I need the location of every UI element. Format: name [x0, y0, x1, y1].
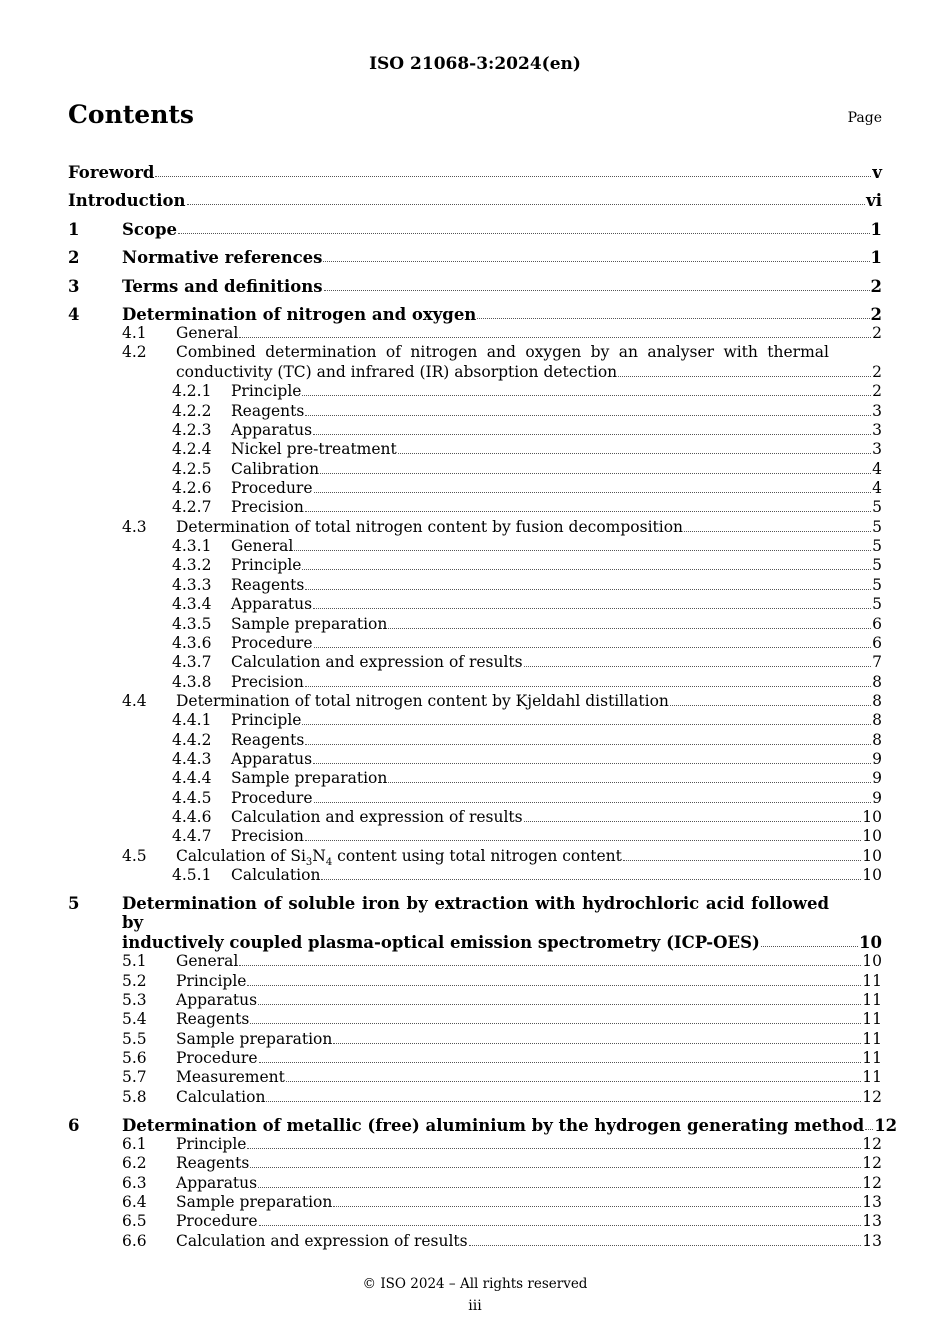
toc-entry-4-3-7[interactable] — [68, 653, 882, 672]
toc-page: v — [872, 162, 882, 182]
toc-number: 5 — [68, 893, 80, 913]
toc-number: 6.5 — [122, 1212, 147, 1231]
toc-title: Determination of total nitrogen content by fusion decomposition — [176, 517, 684, 536]
toc-entry-4-2-3[interactable] — [68, 421, 882, 440]
toc-number: 4.3.5 — [172, 614, 212, 633]
toc-page: 2 — [870, 305, 882, 324]
toc-title: Reagents — [231, 575, 305, 594]
toc-entry-5-8[interactable] — [68, 1087, 882, 1106]
toc-number: 4.4.1 — [172, 711, 212, 730]
toc-page: 4 — [872, 479, 882, 498]
toc-title: Principle — [231, 556, 302, 575]
toc-number: 4.2.2 — [172, 401, 212, 420]
toc-page: 12 — [862, 1135, 882, 1154]
toc-entry-4-4-3[interactable] — [68, 750, 882, 769]
toc-title-line1: Determination of soluble iron by extraction with hydrochloric acid followed by — [122, 893, 829, 933]
toc-number: 4.3.3 — [172, 575, 212, 594]
page-column-label: Page — [847, 110, 882, 126]
toc-entry-1[interactable] — [68, 210, 882, 239]
toc-number: 6.2 — [122, 1154, 147, 1173]
toc-page: 8 — [872, 691, 882, 710]
toc-page: 13 — [862, 1231, 882, 1250]
toc-page: 1 — [870, 219, 882, 239]
toc-title: Measurement — [176, 1068, 285, 1087]
toc-number: 4.5 — [122, 846, 147, 865]
toc-entry-6-2[interactable] — [68, 1154, 882, 1173]
toc-entry-4-3[interactable] — [68, 517, 882, 536]
toc-title: Principle — [176, 1135, 247, 1154]
page-number: iii — [468, 1298, 482, 1314]
toc-number: 4.2.1 — [172, 382, 212, 401]
toc-title: Principle — [231, 711, 302, 730]
toc-number: 4.3.6 — [172, 633, 212, 652]
toc-number: 4.2.6 — [172, 479, 212, 498]
table-of-contents — [68, 153, 898, 1251]
toc-page: 12 — [874, 1115, 898, 1135]
toc-number: 5.5 — [122, 1029, 147, 1048]
toc-title: Determination of nitrogen and oxygen — [122, 305, 477, 324]
toc-page: 11 — [862, 991, 882, 1010]
toc-entry-4-2-6[interactable] — [68, 479, 882, 498]
toc-entry-6-3[interactable] — [68, 1173, 882, 1192]
toc-page: 4 — [872, 459, 882, 478]
toc-page: 5 — [872, 498, 882, 517]
toc-number: 4.3.4 — [172, 595, 212, 614]
toc-title-line1: Combined determination of nitrogen and oxygen by an analyser with thermal — [176, 343, 829, 362]
toc-title: Apparatus — [231, 595, 313, 614]
toc-entry-4-4[interactable] — [68, 692, 882, 711]
toc-entry-4-4-6[interactable] — [68, 808, 882, 827]
toc-page: 5 — [872, 595, 882, 614]
toc-page: 6 — [872, 614, 882, 633]
toc-page: 11 — [862, 1068, 882, 1087]
toc-entry-5-3[interactable] — [68, 991, 882, 1010]
toc-title: Procedure — [176, 1212, 258, 1231]
toc-page: 5 — [872, 556, 882, 575]
toc-title: Precision — [231, 827, 304, 846]
document-header: ISO 21068-3:2024(en) — [369, 54, 581, 74]
toc-entry-foreword[interactable] — [68, 153, 882, 182]
toc-entry-4-3-6[interactable] — [68, 634, 882, 653]
toc-title: Calibration — [231, 459, 320, 478]
toc-title: Precision — [231, 672, 304, 691]
toc-entry-5-4[interactable] — [68, 1010, 882, 1029]
toc-page: 8 — [872, 730, 882, 749]
toc-title: Principle — [231, 382, 302, 401]
toc-entry-3[interactable] — [68, 267, 882, 296]
toc-entry-4-4-7[interactable] — [68, 827, 882, 846]
toc-number: 5.3 — [122, 991, 147, 1010]
toc-entry-4-4-1[interactable] — [68, 711, 882, 730]
toc-page: 10 — [862, 865, 882, 884]
toc-entry-4-3-8[interactable] — [68, 672, 882, 691]
toc-entry-5-2[interactable] — [68, 971, 882, 990]
toc-number: 3 — [68, 276, 80, 296]
toc-page: 10 — [862, 807, 882, 826]
toc-title: Sample preparation — [231, 769, 388, 788]
toc-title: Calculation of $Si_3N_4$ content using total nitrogen content — [176, 846, 622, 868]
toc-title: General — [231, 537, 294, 556]
toc-entry-4-2-5[interactable] — [68, 459, 882, 478]
toc-entry-6-4[interactable] — [68, 1193, 882, 1212]
toc-title: Apparatus — [231, 421, 313, 440]
toc-number: 5.6 — [122, 1049, 147, 1068]
toc-number: 1 — [68, 219, 80, 239]
toc-entry-5[interactable] — [68, 885, 882, 952]
contents-title: Contents — [68, 100, 195, 129]
toc-number: 5.7 — [122, 1068, 147, 1087]
toc-number: 4.2.3 — [172, 421, 212, 440]
toc-number: 4.2.4 — [172, 440, 212, 459]
toc-title: Foreword — [68, 162, 155, 182]
toc-number: 5.8 — [122, 1087, 147, 1106]
toc-number: 4.5.1 — [172, 865, 212, 884]
toc-title: Procedure — [176, 1049, 258, 1068]
toc-number: 4.3.7 — [172, 653, 212, 672]
toc-number: 4.3.8 — [172, 672, 212, 691]
toc-page: vi — [866, 191, 882, 210]
toc-entry-4-4-4[interactable] — [68, 769, 882, 788]
toc-number: 4.4.6 — [172, 807, 212, 826]
toc-title: Procedure — [231, 479, 313, 498]
toc-page: 10 — [859, 932, 882, 952]
toc-entry-6[interactable] — [68, 1107, 898, 1135]
toc-number: 4.2.7 — [172, 498, 212, 517]
toc-entry-4-2-2[interactable] — [68, 401, 882, 420]
toc-page: 6 — [872, 633, 882, 652]
toc-title: Calculation and expression of results — [231, 807, 523, 826]
toc-entry-5-7[interactable] — [68, 1068, 882, 1087]
toc-number: 4.4.2 — [172, 730, 212, 749]
toc-title: Procedure — [231, 633, 313, 652]
toc-number: 4.4.7 — [172, 827, 212, 846]
toc-page: 9 — [872, 769, 882, 788]
toc-page: 10 — [862, 846, 882, 865]
toc-page: 9 — [872, 788, 882, 807]
toc-number: 5.1 — [122, 952, 147, 971]
toc-entry-4-3-5[interactable] — [68, 614, 882, 633]
toc-title: Sample preparation — [176, 1029, 333, 1048]
toc-entry-4-4-2[interactable] — [68, 730, 882, 749]
toc-entry-4-5-1[interactable] — [68, 866, 882, 885]
toc-number: 4.3.1 — [172, 537, 212, 556]
toc-title: Apparatus — [176, 991, 258, 1010]
toc-entry-6-5[interactable] — [68, 1212, 882, 1231]
toc-page: 8 — [872, 672, 882, 691]
toc-title: Principle — [176, 971, 247, 990]
toc-page: 11 — [862, 971, 882, 990]
toc-title: Calculation and expression of results — [176, 1231, 468, 1250]
toc-title: Calculation and expression of results — [231, 653, 523, 672]
toc-title: Sample preparation — [231, 614, 388, 633]
toc-number: 6.1 — [122, 1135, 147, 1154]
toc-entry-2[interactable] — [68, 239, 882, 268]
toc-title: Apparatus — [231, 749, 313, 768]
toc-entry-4-3-4[interactable] — [68, 595, 882, 614]
toc-page: 13 — [862, 1212, 882, 1231]
toc-entry-4-1[interactable] — [68, 324, 882, 343]
toc-number: 4.2.5 — [172, 459, 212, 478]
toc-entry-4-5[interactable] — [68, 846, 882, 868]
toc-title: Reagents — [231, 730, 305, 749]
toc-title: Terms and definitions — [122, 276, 323, 296]
toc-page: 7 — [872, 653, 882, 672]
toc-entry-4-2-4[interactable] — [68, 440, 882, 459]
toc-title: Determination of metallic (free) aluminium by the hydrogen generating method — [122, 1115, 865, 1135]
toc-number: 4 — [68, 305, 80, 324]
toc-entry-5-6[interactable] — [68, 1049, 882, 1068]
footer-copyright: © ISO 2024 – All rights reserved — [362, 1276, 588, 1292]
toc-title: Calculation — [176, 1087, 266, 1106]
toc-page: 2 — [872, 362, 882, 381]
toc-page: 13 — [862, 1193, 882, 1212]
toc-number: 6 — [68, 1115, 80, 1135]
toc-title: Procedure — [231, 788, 313, 807]
toc-page: 12 — [862, 1154, 882, 1173]
toc-entry-4-2-1[interactable] — [68, 382, 882, 401]
toc-number: 4.4.3 — [172, 749, 212, 768]
toc-title: Reagents — [176, 1010, 250, 1029]
toc-page: 1 — [870, 248, 882, 267]
toc-number: 4.2 — [122, 343, 147, 362]
toc-entry-6-6[interactable] — [68, 1231, 882, 1250]
toc-title-line2: conductivity (TC) and infrared (IR) absorption detection — [176, 362, 618, 381]
toc-entry-5-1[interactable] — [68, 952, 882, 971]
toc-number: 4.3 — [122, 517, 147, 536]
toc-number: 4.1 — [122, 324, 147, 343]
toc-number: 6.6 — [122, 1231, 147, 1250]
toc-title: Reagents — [176, 1154, 250, 1173]
toc-number: 5.4 — [122, 1010, 147, 1029]
toc-page: 10 — [862, 952, 882, 971]
toc-title: Calculation — [231, 865, 321, 884]
toc-page: 8 — [872, 711, 882, 730]
toc-entry-introduction[interactable] — [68, 182, 882, 211]
toc-title: Apparatus — [176, 1173, 258, 1192]
toc-entry-6-1[interactable] — [68, 1135, 882, 1154]
toc-page: 10 — [862, 827, 882, 846]
toc-entry-4-3-3[interactable] — [68, 575, 882, 594]
toc-title: Introduction — [68, 191, 186, 210]
toc-number: 4.3.2 — [172, 556, 212, 575]
toc-number: 4.4.4 — [172, 769, 212, 788]
toc-page: 5 — [872, 517, 882, 536]
toc-title: General — [176, 324, 239, 343]
toc-number: 6.4 — [122, 1193, 147, 1212]
toc-entry-4-3-1[interactable] — [68, 537, 882, 556]
toc-entry-4-3-2[interactable] — [68, 556, 882, 575]
toc-title: Normative references — [122, 248, 323, 267]
toc-page: 9 — [872, 749, 882, 768]
toc-page: 3 — [872, 440, 882, 459]
toc-title: Sample preparation — [176, 1193, 333, 1212]
toc-number: 4.4 — [122, 691, 147, 710]
toc-page: 2 — [872, 324, 882, 343]
toc-title: Scope — [122, 219, 178, 239]
toc-number: 2 — [68, 248, 80, 267]
toc-page: 3 — [872, 421, 882, 440]
toc-page: 2 — [872, 382, 882, 401]
toc-page: 12 — [862, 1087, 882, 1106]
toc-entry-4-2-7[interactable] — [68, 498, 882, 517]
toc-page: 11 — [862, 1029, 882, 1048]
toc-entry-4-2[interactable] — [68, 343, 882, 382]
toc-page: 2 — [870, 276, 882, 296]
toc-title-line2: inductively coupled plasma-optical emission spectrometry (ICP-OES) — [122, 932, 760, 952]
toc-page: 5 — [872, 537, 882, 556]
toc-page: 3 — [872, 401, 882, 420]
toc-title: Precision — [231, 498, 304, 517]
toc-number: 6.3 — [122, 1173, 147, 1192]
toc-number: 4.4.5 — [172, 788, 212, 807]
toc-page: 11 — [862, 1049, 882, 1068]
toc-page: 12 — [862, 1173, 882, 1192]
toc-number: 5.2 — [122, 971, 147, 990]
toc-title: Nickel pre-treatment — [231, 440, 397, 459]
toc-entry-4[interactable] — [68, 296, 882, 325]
toc-page: 11 — [862, 1010, 882, 1029]
toc-title: General — [176, 952, 239, 971]
toc-entry-5-5[interactable] — [68, 1029, 882, 1048]
toc-page: 5 — [872, 575, 882, 594]
toc-entry-4-4-5[interactable] — [68, 788, 882, 807]
toc-title: Determination of total nitrogen content by Kjeldahl distillation — [176, 691, 669, 710]
toc-title: Reagents — [231, 401, 305, 420]
